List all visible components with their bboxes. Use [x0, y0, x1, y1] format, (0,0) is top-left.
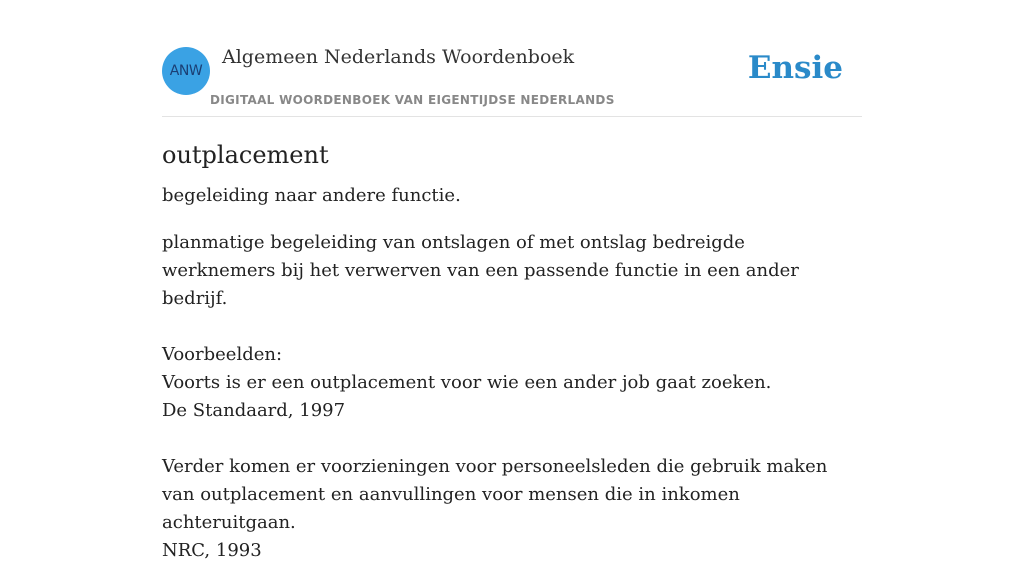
example-source: NRC, 1993 — [162, 540, 262, 561]
example-source: De Standaard, 1997 — [162, 400, 346, 421]
entry-term: outplacement — [162, 141, 329, 169]
anw-logo[interactable] — [162, 47, 210, 95]
example-text: Voorts is er een outplacement voor wie een ander job gaat zoeken. — [162, 372, 772, 393]
examples-label: Voorbeelden: — [162, 344, 283, 365]
example-text: Verder komen er voorzieningen voor personeelsleden die gebruik maken van outplacement en aanvullingen voor mensen die in inkomen achteruitgaan. — [162, 456, 828, 533]
ensie-logo[interactable]: Ensie — [747, 50, 843, 86]
short-definition: begeleiding naar andere functie. — [162, 185, 461, 206]
page-header — [162, 0, 862, 117]
spacer — [162, 425, 862, 453]
entry-content — [162, 138, 862, 565]
definition: planmatige begeleiding van ontslagen of met ontslag bedreigde werknemers bij het verwerven van een passende functie in een ander bedrijf. — [162, 232, 799, 309]
source-subtitle: DIGITAAL WOORDENBOEK VAN EIGENTIJDSE NEDERLANDS — [210, 93, 615, 107]
logo-text: ANW — [169, 63, 203, 79]
spacer — [162, 313, 862, 341]
source-title[interactable]: Algemeen Nederlands Woordenboek — [222, 46, 575, 68]
